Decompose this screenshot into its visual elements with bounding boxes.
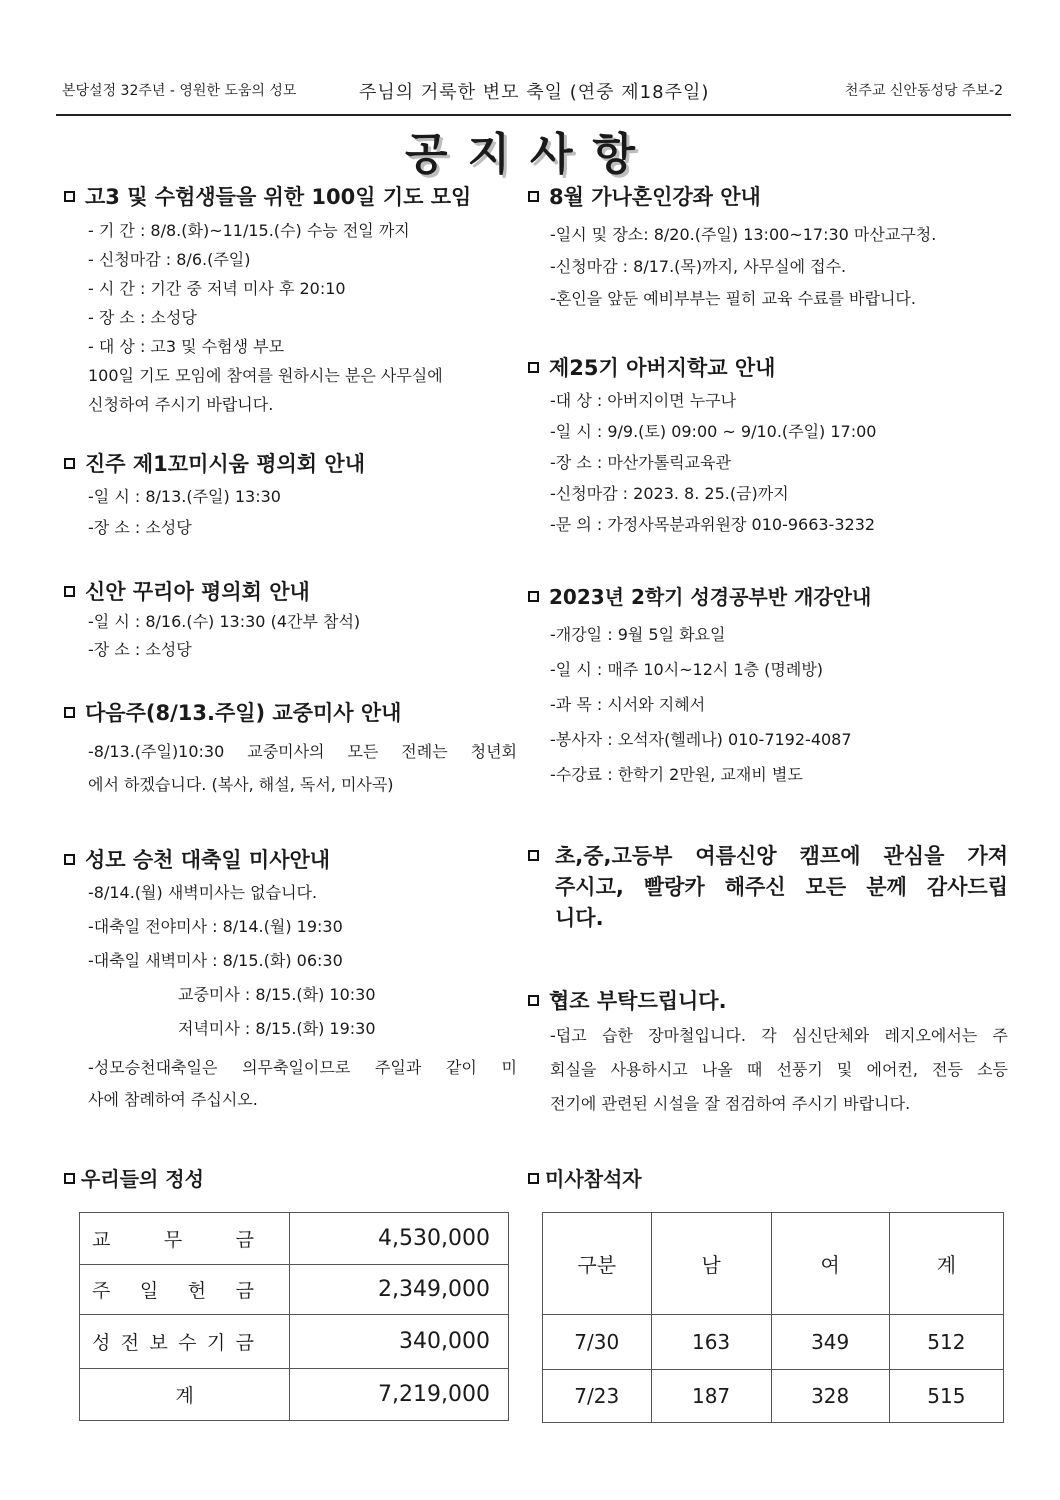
checkbox-icon — [64, 191, 75, 202]
list-item: -신청마감 : 8/17.(목)까지, 사무실에 접수. — [550, 257, 847, 276]
offering-label: 주 일 헌 금 — [80, 1265, 290, 1315]
table-cell: 512 — [889, 1315, 1003, 1370]
list-item: -봉사자 : 오석자(헬레나) 010-7192-4087 — [550, 730, 852, 749]
table-row — [80, 1369, 509, 1421]
table-row — [80, 1315, 509, 1369]
list-item: -신청마감 : 2023. 8. 25.(금)까지 — [550, 484, 789, 503]
offering-label: 성 전 보 수 기 금 — [80, 1315, 290, 1369]
checkbox-icon — [64, 707, 75, 718]
page-title: 공지사항 — [404, 129, 655, 180]
offering-value: 340,000 — [290, 1315, 509, 1369]
checkbox-icon — [528, 591, 539, 602]
list-item: -수강료 : 한학기 2만원, 교재비 별도 — [550, 765, 803, 784]
list-item: -장 소 : 소성당 — [88, 640, 192, 659]
list-item: -8/13.(주일)10:30 교중미사의 모든 전례는 청년회 — [88, 742, 517, 761]
table-cell: 7/23 — [543, 1370, 652, 1423]
checkbox-icon — [64, 586, 75, 597]
section-title: 협조 부탁드립니다. — [528, 986, 1008, 1016]
column-header: 구분 — [543, 1213, 652, 1315]
list-item: 전기에 관련된 시설을 잘 점검하여 주시기 바랍니다. — [550, 1094, 911, 1113]
offering-label: 계 — [80, 1369, 290, 1421]
section-title: 진주 제1꼬미시움 평의회 안내 — [64, 449, 519, 479]
section-marriage-course — [528, 182, 1008, 315]
column-header: 남 — [651, 1213, 771, 1315]
offering-value: 4,530,000 — [290, 1213, 509, 1265]
section-title: 2023년 2학기 성경공부반 개강안내 — [528, 582, 1008, 612]
section-title: 8월 가나혼인강좌 안내 — [528, 182, 1008, 212]
checkbox-icon — [528, 362, 539, 373]
list-item: - 대 상 : 고3 및 수험생 부모 — [88, 337, 285, 356]
table-cell: 349 — [771, 1315, 889, 1370]
section-title: 제25기 아버지학교 안내 — [528, 353, 1008, 383]
section-assumption — [64, 845, 519, 1116]
section-prayer-meeting — [64, 182, 519, 419]
list-item: -일 시 : 8/16.(수) 13:30 (4간부 참석) — [88, 612, 361, 631]
table-cell: 515 — [889, 1370, 1003, 1423]
list-item: -덥고 습한 장마철입니다. 각 심신단체와 레지오에서는 주 — [550, 1026, 1008, 1045]
section-title: 다음주(8/13.주일) 교중미사 안내 — [64, 698, 519, 728]
list-item: -대 상 : 아버지이면 누구나 — [550, 391, 737, 410]
header-center: 주님의 거룩한 변모 축일 (연중 제18주일) — [359, 82, 710, 103]
header-rule — [56, 114, 1011, 116]
section-title: 초,중,고등부 여름신앙 캠프에 관심을 가져 주시고, 빨랑카 해주신 모든 분께 감사드립 니다. — [528, 841, 1008, 934]
list-item: 신청하여 주시기 바랍니다. — [88, 395, 274, 414]
list-item: 에서 하겠습니다. (복사, 해설, 독서, 미사곡) — [88, 775, 394, 794]
offering-label: 교 무 금 — [80, 1213, 290, 1265]
table-cell: 163 — [651, 1315, 771, 1370]
list-item: -장 소 : 소성당 — [88, 518, 192, 537]
list-item: 회실을 사용하시고 나올 때 선풍기 및 에어컨, 전등 소등 — [550, 1060, 1008, 1079]
list-item: 100일 기도 모임에 참여를 원하시는 분은 사무실에 — [88, 366, 443, 385]
list-item: 교중미사 : 8/15.(화) 10:30 — [178, 985, 376, 1004]
list-item: - 장 소 : 소성당 — [88, 308, 197, 327]
section-title: 고3 및 수험생들을 위한 100일 기도 모임 — [64, 182, 519, 212]
section-camp-thanks — [528, 841, 1008, 934]
checkbox-icon — [528, 1173, 539, 1184]
checkbox-icon — [528, 850, 539, 861]
attendance-title: 미사참석자 — [528, 1163, 642, 1192]
section-title: 신안 꾸리아 평의회 안내 — [64, 577, 519, 607]
list-item: 사에 참례하여 주십시오. — [88, 1090, 258, 1109]
list-item: - 시 간 : 기간 중 저녁 미사 후 20:10 — [88, 279, 346, 298]
offering-value: 2,349,000 — [290, 1265, 509, 1315]
checkbox-icon — [528, 995, 539, 1006]
page-header — [56, 78, 1011, 114]
table-cell: 7/30 — [543, 1315, 652, 1370]
section-comitium — [64, 449, 519, 543]
attendance-table — [542, 1212, 1004, 1423]
header-left: 본당설정 32주년 - 영원한 도움의 성모 — [62, 83, 297, 99]
column-header: 계 — [889, 1213, 1003, 1315]
list-item: -일 시 : 8/13.(주일) 13:30 — [88, 487, 281, 506]
section-bible-study — [528, 582, 1008, 792]
checkbox-icon — [64, 854, 75, 865]
table-row — [80, 1213, 509, 1265]
list-item: -혼인을 앞둔 예비부부는 필히 교육 수료를 바랍니다. — [550, 289, 916, 308]
table-header-row — [543, 1213, 1004, 1315]
header-right: 천주교 신안동성당 주보-2 — [844, 83, 1003, 99]
table-cell: 187 — [651, 1370, 771, 1423]
table-row — [543, 1315, 1004, 1370]
section-cooperation — [528, 986, 1008, 1121]
section-curia — [64, 577, 519, 664]
list-item: -일 시 : 매주 10시~12시 1층 (명례방) — [550, 660, 824, 679]
offerings-title: 우리들의 정성 — [64, 1163, 204, 1192]
offerings-table — [79, 1212, 509, 1421]
column-header: 여 — [771, 1213, 889, 1315]
list-item: -문 의 : 가정사목분과위원장 010-9663-3232 — [550, 515, 876, 534]
list-item: -대축일 전야미사 : 8/14.(월) 19:30 — [88, 917, 343, 936]
list-item: -개강일 : 9월 5일 화요일 — [550, 625, 726, 644]
list-item: - 신청마감 : 8/6.(주일) — [88, 250, 251, 269]
section-father-school — [528, 353, 1008, 540]
list-item: 저녁미사 : 8/15.(화) 19:30 — [178, 1019, 376, 1038]
list-item: -8/14.(월) 새벽미사는 없습니다. — [88, 883, 318, 902]
section-next-mass — [64, 698, 519, 801]
list-item: -일 시 : 9/9.(토) 09:00 ~ 9/10.(주일) 17:00 — [550, 422, 877, 441]
list-item: - 기 간 : 8/8.(화)~11/15.(수) 수능 전일 까지 — [88, 221, 410, 240]
table-row — [80, 1265, 509, 1315]
checkbox-icon — [528, 191, 539, 202]
checkbox-icon — [64, 1173, 75, 1184]
checkbox-icon — [64, 458, 75, 469]
list-item: -성모승천대축일은 의무축일이므로 주일과 같이 미 — [88, 1058, 517, 1077]
offering-value: 7,219,000 — [290, 1369, 509, 1421]
list-item: -일시 및 장소: 8/20.(주일) 13:00~17:30 마산교구청. — [550, 225, 937, 244]
table-row — [543, 1370, 1004, 1423]
list-item: -장 소 : 마산가톨릭교육관 — [550, 453, 731, 472]
table-cell: 328 — [771, 1370, 889, 1423]
list-item: -과 목 : 시서와 지혜서 — [550, 695, 706, 714]
section-title: 성모 승천 대축일 미사안내 — [64, 845, 519, 875]
list-item: -대축일 새벽미사 : 8/15.(화) 06:30 — [88, 951, 343, 970]
